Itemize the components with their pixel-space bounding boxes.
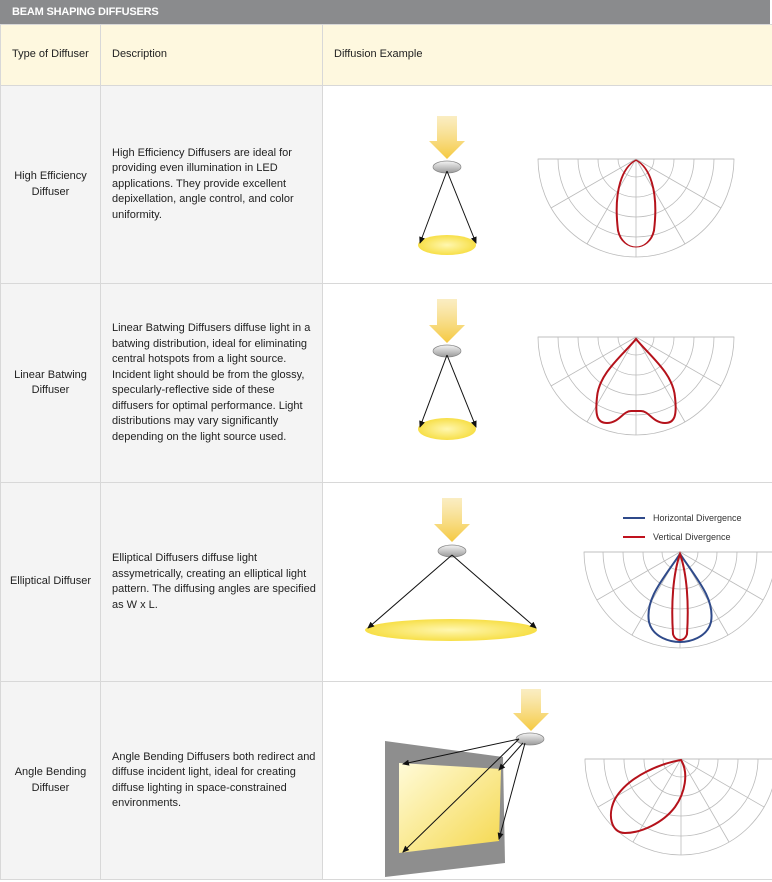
table-row bbox=[1, 483, 772, 682]
legend bbox=[623, 513, 742, 542]
lit-area bbox=[399, 763, 501, 853]
linear-batwing-illustration bbox=[323, 285, 772, 482]
row-type: Elliptical Diffuser bbox=[1, 483, 101, 682]
table-header-row bbox=[1, 25, 772, 86]
header-type: Type of Diffuser bbox=[1, 25, 101, 86]
diffusion-example bbox=[323, 682, 772, 880]
light-spot bbox=[418, 235, 476, 255]
angle-bending-illustration bbox=[323, 683, 772, 879]
diffusion-example bbox=[323, 483, 772, 682]
row-type: Linear Batwing Diffuser bbox=[1, 284, 101, 483]
row-description: High Efficiency Diffusers are ideal for providing even illumination in LED applications. They provide excellent depixellation, angle control, and color uniformity. bbox=[101, 86, 323, 284]
light-arrow-icon bbox=[429, 116, 465, 159]
table-row bbox=[1, 86, 772, 284]
polar-plot bbox=[538, 159, 734, 257]
legend-vertical: Vertical Divergence bbox=[653, 531, 731, 542]
header-example: Diffusion Example bbox=[323, 25, 772, 86]
diffuser-disc bbox=[516, 733, 544, 745]
table-row bbox=[1, 284, 772, 483]
section-banner: BEAM SHAPING DIFFUSERS bbox=[0, 0, 770, 24]
light-arrow-icon bbox=[429, 299, 465, 343]
row-description: Elliptical Diffusers diffuse light assymetrically, creating an elliptical light pattern. The diffusing angles are specified as W x L. bbox=[101, 483, 323, 682]
polar-plot bbox=[584, 552, 772, 648]
row-type: Angle Bending Diffuser bbox=[1, 682, 101, 880]
diffuser-table bbox=[0, 24, 772, 880]
polar-plot bbox=[585, 759, 772, 855]
header-description: Description bbox=[101, 25, 323, 86]
diffusion-example bbox=[323, 284, 772, 483]
polar-plot bbox=[538, 337, 734, 435]
light-spot bbox=[418, 418, 476, 440]
row-description: Linear Batwing Diffusers diffuse light in a batwing distribution, ideal for eliminating central hotspots from a light source. Incident light should be from the glossy, specularly-reflective side of these diffusers for optimal performance. Light distributions may vary significantly depending on the light source used. bbox=[101, 284, 323, 483]
high-efficiency-illustration bbox=[323, 87, 772, 283]
elliptical-illustration bbox=[323, 484, 772, 681]
light-spot bbox=[365, 619, 537, 641]
table-row bbox=[1, 682, 772, 880]
row-description: Angle Bending Diffusers both redirect and diffuse incident light, ideal for creating diffuse lighting in space-constrained environments. bbox=[101, 682, 323, 880]
light-arrow-icon bbox=[434, 498, 470, 542]
row-type: High Efficiency Diffuser bbox=[1, 86, 101, 284]
light-arrow-icon bbox=[513, 689, 549, 731]
legend-horizontal: Horizontal Divergence bbox=[653, 512, 742, 523]
diffusion-example bbox=[323, 86, 772, 284]
